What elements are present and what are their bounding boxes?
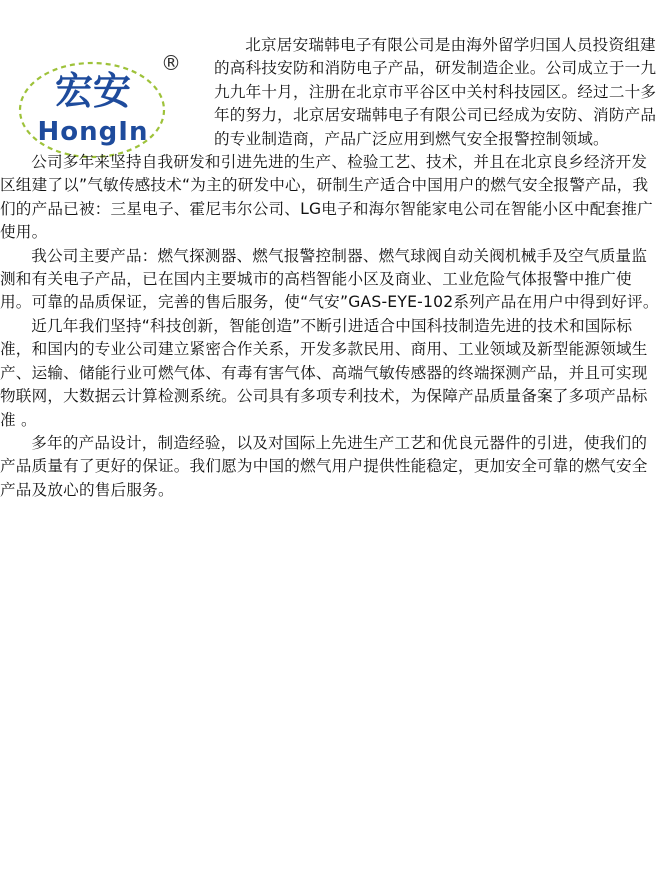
paragraph-quality: 多年的产品设计，制造经验，以及对国际上先进生产工艺和优良元器件的引进，使我们的产品质量有了更好的保证。我们愿为中国的燃气用户提供性能稳定，更加安全可靠的燃气安全产品及放心的售后服务。 (0, 433, 648, 499)
paragraph-research: 公司多年来坚持自我研发和引进先进的生产、检验工艺、技术，并且在北京良乡经济开发区组建了以”气敏传感技术“为主的研发中心，研制生产适合中国用户的燃气安全报警产品，我们的产品已被：三星电子、霍尼韦尔公司、LG电子和海尔智能家电公司在智能小区中配套推广使用。 (0, 153, 653, 242)
registered-mark: ® (161, 51, 181, 75)
paragraph-intro: 北京居安瑞韩电子有限公司是由海外留学归国人员投资组建的高科技安防和消防电子产品，研发制造企业。公司成立于一九九九年十月，注册在北京市平谷区中关村科技园区。经过二十多年的努力，北京居安瑞韩电子有限公司已经成为安防、消防产品的专业制造商，产品广泛应用到燃气安全报警控制领域。 (214, 36, 657, 148)
paragraph-innovation: 近几年我们坚持“科技创新，智能创造”不断引进适合中国科技制造先进的技术和国际标准，和国内的专业公司建立紧密合作关系，开发多款民用、商用、工业领域及新型能源领域生产、运输、储能行业可燃气体、有毒有害气体、高端气敏传感器的终端探测产品，并且可实现物联网，大数据云计算检测系统。公司具有多项专利技术，为保障产品质量备案了多项产品标准 。 (0, 316, 648, 429)
paragraph-products: 我公司主要产品：燃气探测器、燃气报警控制器、燃气球阀自动关阀机械手及空气质量监测和有关电子产品，已在国内主要城市的高档智能小区及商业、工业危险气体报警中推广使用。可靠的品质保证，完善的售后服务，使“气安”GAS-EYE-102系列产品在用户中得到好评。 (0, 246, 659, 312)
logo-chinese-mark: 宏安 (54, 69, 132, 113)
company-profile-text (0, 34, 662, 502)
logo-brand-name: HongIn (37, 117, 149, 147)
